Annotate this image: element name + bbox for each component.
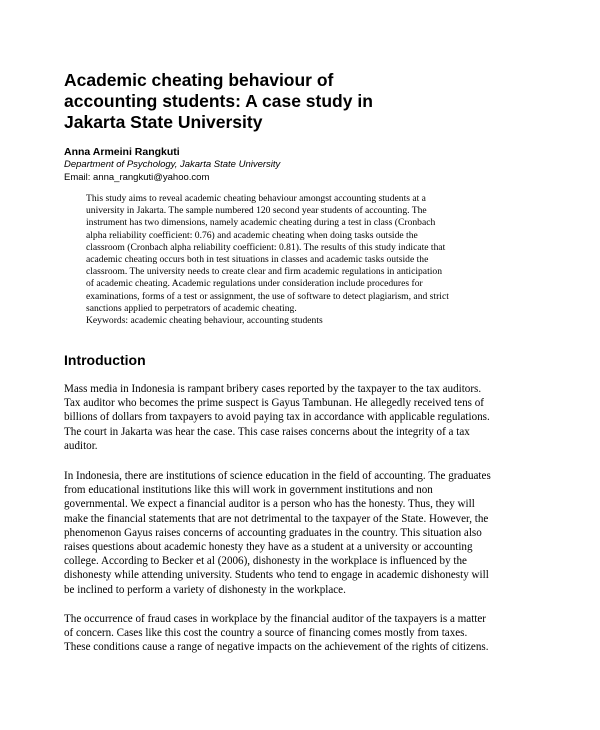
paragraph-line: make the financial statements that are not detrimental to the taxpayer of the State. However, the (64, 512, 489, 525)
section-heading-introduction: Introduction (64, 352, 146, 368)
paragraph-line: The occurrence of fraud cases in workplace by the financial auditor of the taxpayers is a matter (64, 613, 486, 625)
paragraph-line: Tax auditor who becomes the prime suspect is Gayus Tambunan. He allegedly received tens of (64, 397, 484, 410)
paper-title (64, 70, 534, 133)
paragraph-line: be inclined to perform a variety of dishonesty in the workplace. (64, 583, 346, 596)
abstract-line: academic cheating occurs both in test situations in classes and academic tasks outside the (86, 254, 429, 266)
paragraph-line: raises questions about academic honesty they have as a student at a university or accounting (64, 541, 473, 554)
author-name: Anna Armeini Rangkuti (64, 146, 180, 158)
author-affiliation: Department of Psychology, Jakarta State University (64, 159, 281, 170)
title-line: accounting students: A case study in (64, 91, 373, 111)
paragraph-line: The court in Jakarta was hear the case. This case raises concerns about the integrity of a tax (64, 425, 470, 438)
abstract (86, 193, 506, 327)
paragraph-line: phenomenon Gayus raises concerns of accounting graduates in the country. This situation also (64, 526, 482, 539)
author-email: Email: anna_rangkuti@yahoo.com (64, 171, 210, 183)
body-paragraph (64, 469, 544, 597)
paragraph-line: billions of dollars from taxpayers to avoid paying tax in accordance with applicable regulations. (64, 411, 490, 424)
body-paragraph (64, 382, 544, 453)
abstract-line: This study aims to reveal academic cheating behaviour amongst accounting students at a (86, 193, 426, 204)
paragraph-line: These conditions cause a range of negative impacts on the achievement of the rights of citizens. (64, 641, 489, 654)
abstract-line: alpha reliability coefficient: 0.76) and academic cheating when doing tasks outside the (86, 229, 418, 241)
paragraph-line: governmental. We expect a financial auditor is a person who has the honesty. Thus, they will (64, 498, 475, 511)
paragraph-line: from educational institutions like this will work in government institutions and non (64, 484, 433, 497)
keywords-line: Keywords: academic cheating behaviour, accounting students (86, 315, 323, 327)
abstract-line: university in Jakarta. The sample numbered 120 second year students of accounting. The (86, 205, 427, 217)
abstract-line: classroom. The university needs to create clear and firm academic regulations in anticipation (86, 266, 442, 278)
paragraph-line: Mass media in Indonesia is rampant bribery cases reported by the taxpayer to the tax auditors. (64, 383, 482, 395)
abstract-line: sanctions applied to perpetrators of academic cheating. (86, 302, 297, 314)
title-line: Academic cheating behaviour of (64, 70, 334, 90)
body-paragraph (64, 612, 544, 655)
abstract-line: of academic cheating. Academic regulations under consideration include procedures for (86, 278, 423, 290)
paragraph-line: dishonesty while attending university. Students who tend to engage in academic dishonesty will (64, 569, 489, 582)
abstract-line: examinations, forms of a test or assignment, the use of software to detect plagiarism, and strict (86, 290, 449, 302)
abstract-line: instrument has two dimensions, namely academic cheating during a test in class (Cronbach (86, 217, 436, 229)
paragraph-line: In Indonesia, there are institutions of science education in the field of accounting. The graduates (64, 470, 491, 482)
paragraph-line: auditor. (64, 439, 98, 452)
title-line: Jakarta State University (64, 112, 263, 132)
author-block (64, 146, 280, 184)
abstract-line: classroom (Cronbach alpha reliability coefficient: 0.81). The results of this study indicate that (86, 241, 446, 253)
paragraph-line: college. According to Becker et al (2006), dishonesty in the workplace is influenced by the (64, 555, 467, 568)
paragraph-line: of concern. Cases like this cost the country a source of financing comes mostly from taxes. (64, 627, 468, 640)
